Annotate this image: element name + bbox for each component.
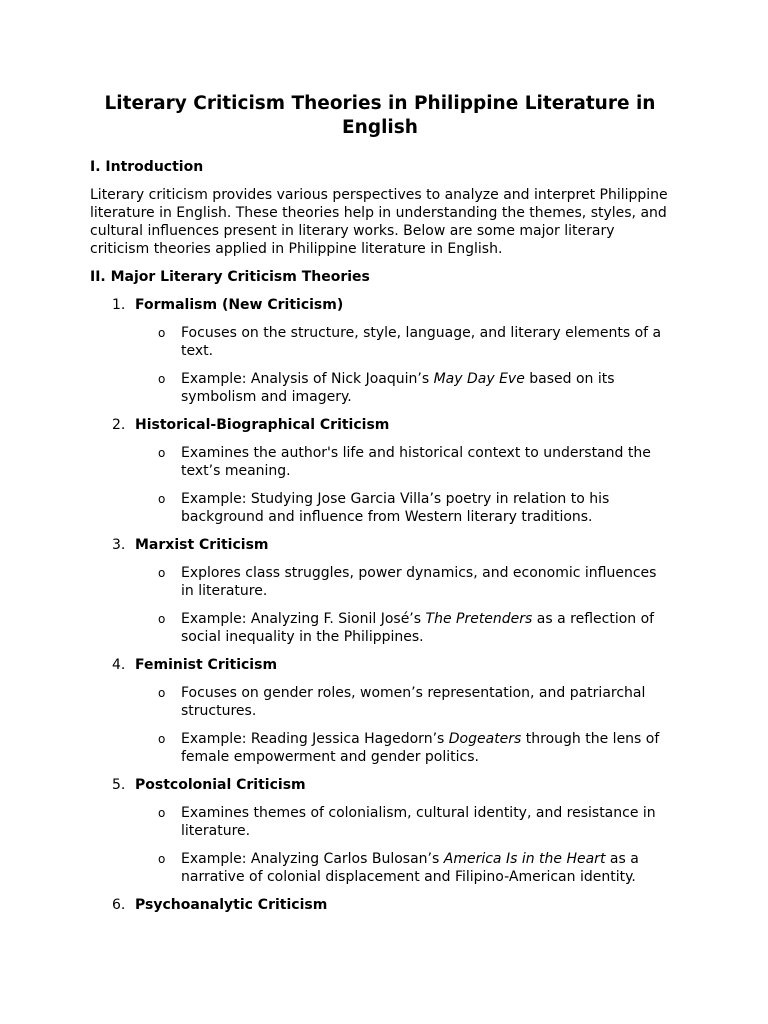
theory-item-formalism: [90, 296, 670, 406]
section-heading-theories: II. Major Literary Criticism Theories: [90, 269, 370, 285]
hollow-bullet-icon: o: [158, 372, 166, 386]
example-text: [181, 371, 615, 405]
example-text: [181, 491, 609, 525]
theory-heading: [90, 776, 670, 794]
work-title: The Pretenders: [425, 611, 533, 627]
hollow-bullet-icon: o: [158, 446, 166, 460]
list-number: 4.: [112, 657, 126, 673]
list-item: [90, 804, 670, 840]
example-text: [181, 731, 659, 765]
example-text: [181, 611, 654, 645]
list-item: [90, 610, 670, 646]
point-text: Examines themes of colonialism, cultural identity, and resistance in literature.: [181, 805, 656, 839]
theory-heading: [90, 656, 670, 674]
theory-heading: [90, 896, 670, 914]
example-suffix: as a narrative of colonial displacement and Filipino-American identity.: [181, 851, 639, 885]
theory-title: Postcolonial Criticism: [135, 777, 306, 793]
theory-item-feminist: [90, 656, 670, 766]
theory-item-historical-biographical: [90, 416, 670, 526]
point-text: Explores class struggles, power dynamics, and economic influences in literature.: [181, 565, 657, 599]
example-prefix: Example: Reading Jessica Hagedorn’s: [181, 731, 449, 747]
theory-points: [90, 324, 670, 406]
theory-item-marxist: [90, 536, 670, 646]
list-item: [90, 370, 670, 406]
example-suffix: based on its symbolism and imagery.: [181, 371, 615, 405]
list-number: 2.: [112, 417, 126, 433]
list-number: 1.: [112, 297, 126, 313]
theory-title: Feminist Criticism: [135, 657, 278, 673]
list-item: [90, 850, 670, 886]
list-item: [90, 324, 670, 360]
list-number: 5.: [112, 777, 126, 793]
point-text: Focuses on gender roles, women’s representation, and patriarchal structures.: [181, 685, 646, 719]
hollow-bullet-icon: o: [158, 612, 166, 626]
list-item: [90, 564, 670, 600]
theory-heading: [90, 536, 670, 554]
list-item: [90, 684, 670, 720]
example-prefix: Example: Analyzing F. Sionil José’s: [181, 611, 426, 627]
list-number: 3.: [112, 537, 126, 553]
example-text: [181, 851, 639, 885]
introduction-paragraph: Literary criticism provides various perspectives to analyze and interpret Philippine literature in English. These theories help in understanding the themes, styles, and cultural influences present in literary works. Below are some major literary criticism theories applied in Philippine literature in English.: [90, 187, 668, 257]
list-number: 6.: [112, 897, 126, 913]
hollow-bullet-icon: o: [158, 326, 166, 340]
list-item: [90, 730, 670, 766]
theory-title: Marxist Criticism: [135, 537, 269, 553]
theory-list: [90, 296, 670, 914]
list-item: [90, 490, 670, 526]
theory-title: Formalism (New Criticism): [135, 297, 344, 313]
work-title: Dogeaters: [448, 731, 522, 747]
example-suffix: through the lens of female empowerment and gender politics.: [181, 731, 660, 765]
theory-heading: [90, 416, 670, 434]
theory-points: [90, 444, 670, 526]
hollow-bullet-icon: o: [158, 686, 166, 700]
theory-points: [90, 564, 670, 646]
hollow-bullet-icon: o: [158, 566, 166, 580]
work-title: May Day Eve: [433, 371, 525, 387]
theory-title: Psychoanalytic Criticism: [135, 897, 328, 913]
example-prefix: Example: Analysis of Nick Joaquin’s: [181, 371, 434, 387]
theory-title: Historical-Biographical Criticism: [135, 417, 390, 433]
hollow-bullet-icon: o: [158, 492, 166, 506]
example-suffix: as a reflection of social inequality in the Philippines.: [181, 611, 655, 645]
hollow-bullet-icon: o: [158, 852, 166, 866]
theory-heading: [90, 296, 670, 314]
list-item: [90, 444, 670, 480]
theory-item-postcolonial: [90, 776, 670, 886]
point-text: Examines the author's life and historical context to understand the text’s meaning.: [181, 445, 651, 479]
section-heading-introduction: I. Introduction: [90, 159, 204, 175]
example-prefix: Example: Studying Jose Garcia Villa’s poetry in relation to his background and influence from Western literary traditions.: [181, 491, 610, 525]
hollow-bullet-icon: o: [158, 732, 166, 746]
theory-points: [90, 684, 670, 766]
example-prefix: Example: Analyzing Carlos Bulosan’s: [181, 851, 444, 867]
work-title: America Is in the Heart: [443, 851, 606, 867]
theory-item-psychoanalytic: [90, 896, 670, 914]
document-title: Literary Criticism Theories in Philippine Literature in English: [104, 93, 656, 138]
theory-points: [90, 804, 670, 886]
point-text: Focuses on the structure, style, language, and literary elements of a text.: [181, 325, 662, 359]
hollow-bullet-icon: o: [158, 806, 166, 820]
